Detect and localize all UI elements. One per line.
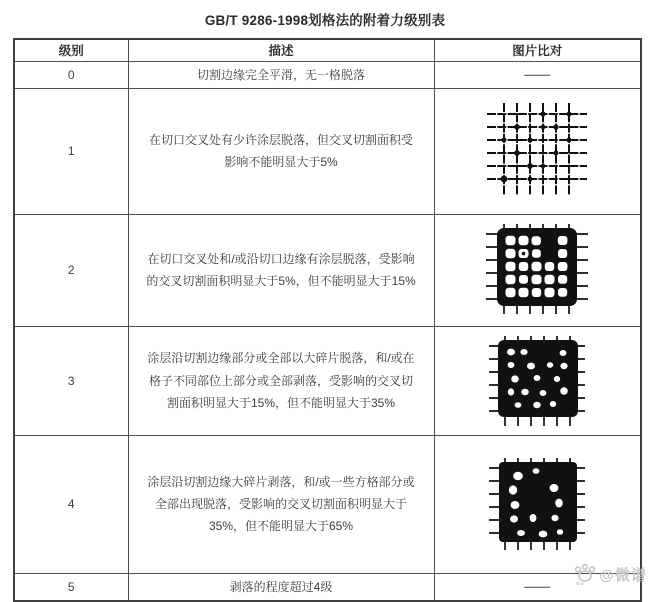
table-row-grade-4: [14, 435, 641, 573]
no-image-dash: ——: [524, 67, 551, 83]
grade-5-description: 剥落的程度超过4级: [128, 573, 434, 601]
grade-2-level: 2: [14, 214, 128, 326]
grade-4-pattern-image: [487, 456, 587, 552]
grade-0-level: 0: [14, 61, 128, 88]
grade-5-level: 5: [14, 573, 128, 601]
grade-4-level: 4: [14, 435, 128, 573]
grade-2-pattern-image: [484, 222, 590, 318]
watermark-logo-sub: du: [576, 581, 586, 586]
table-row-grade-0: [14, 61, 641, 88]
adhesion-grade-table: [13, 38, 642, 602]
table-row-grade-1: [14, 88, 641, 214]
table-row-grade-2: [14, 214, 641, 326]
table-header-row: [14, 39, 641, 61]
no-image-dash: ——: [524, 579, 551, 595]
grade-1-description: 在切口交叉处有少许涂层脱落，但交叉切割面积受影响不能明显大于5%: [128, 88, 434, 214]
column-header-level: 级别: [14, 39, 128, 61]
table-row-grade-3: [14, 326, 641, 435]
grade-4-description: 涂层沿切割边缘大碎片剥落，和/或一些方格部分或全部出现脱落，受影响的交叉切割面积明显大于35%，但不能明显大于65%: [128, 435, 434, 573]
table-row-grade-5: [14, 573, 641, 601]
page-title: GB/T 9286-1998划格法的附着力级别表: [204, 13, 446, 28]
grade-0-description: 切割边缘完全平滑，无一格脱落: [128, 61, 434, 88]
watermark-text: @微谱: [599, 566, 647, 584]
grade-1-pattern-image: [484, 101, 590, 201]
grade-3-pattern-image: [487, 333, 587, 429]
grade-3-level: 3: [14, 326, 128, 435]
grade-1-level: 1: [14, 88, 128, 214]
column-header-image: 图片比对: [434, 39, 641, 61]
column-header-description: 描述: [128, 39, 434, 61]
grade-2-description: 在切口交叉处和/或沿切口边缘有涂层脱落，受影响的交叉切割面积明显大于5%，但不能明显大于15%: [128, 214, 434, 326]
grade-3-description: 涂层沿切割边缘部分或全部以大碎片脱落，和/或在格子不同部位上部分或全部剥落，受影响的交叉切割面积明显大于15%，但不能明显大于35%: [128, 326, 434, 435]
